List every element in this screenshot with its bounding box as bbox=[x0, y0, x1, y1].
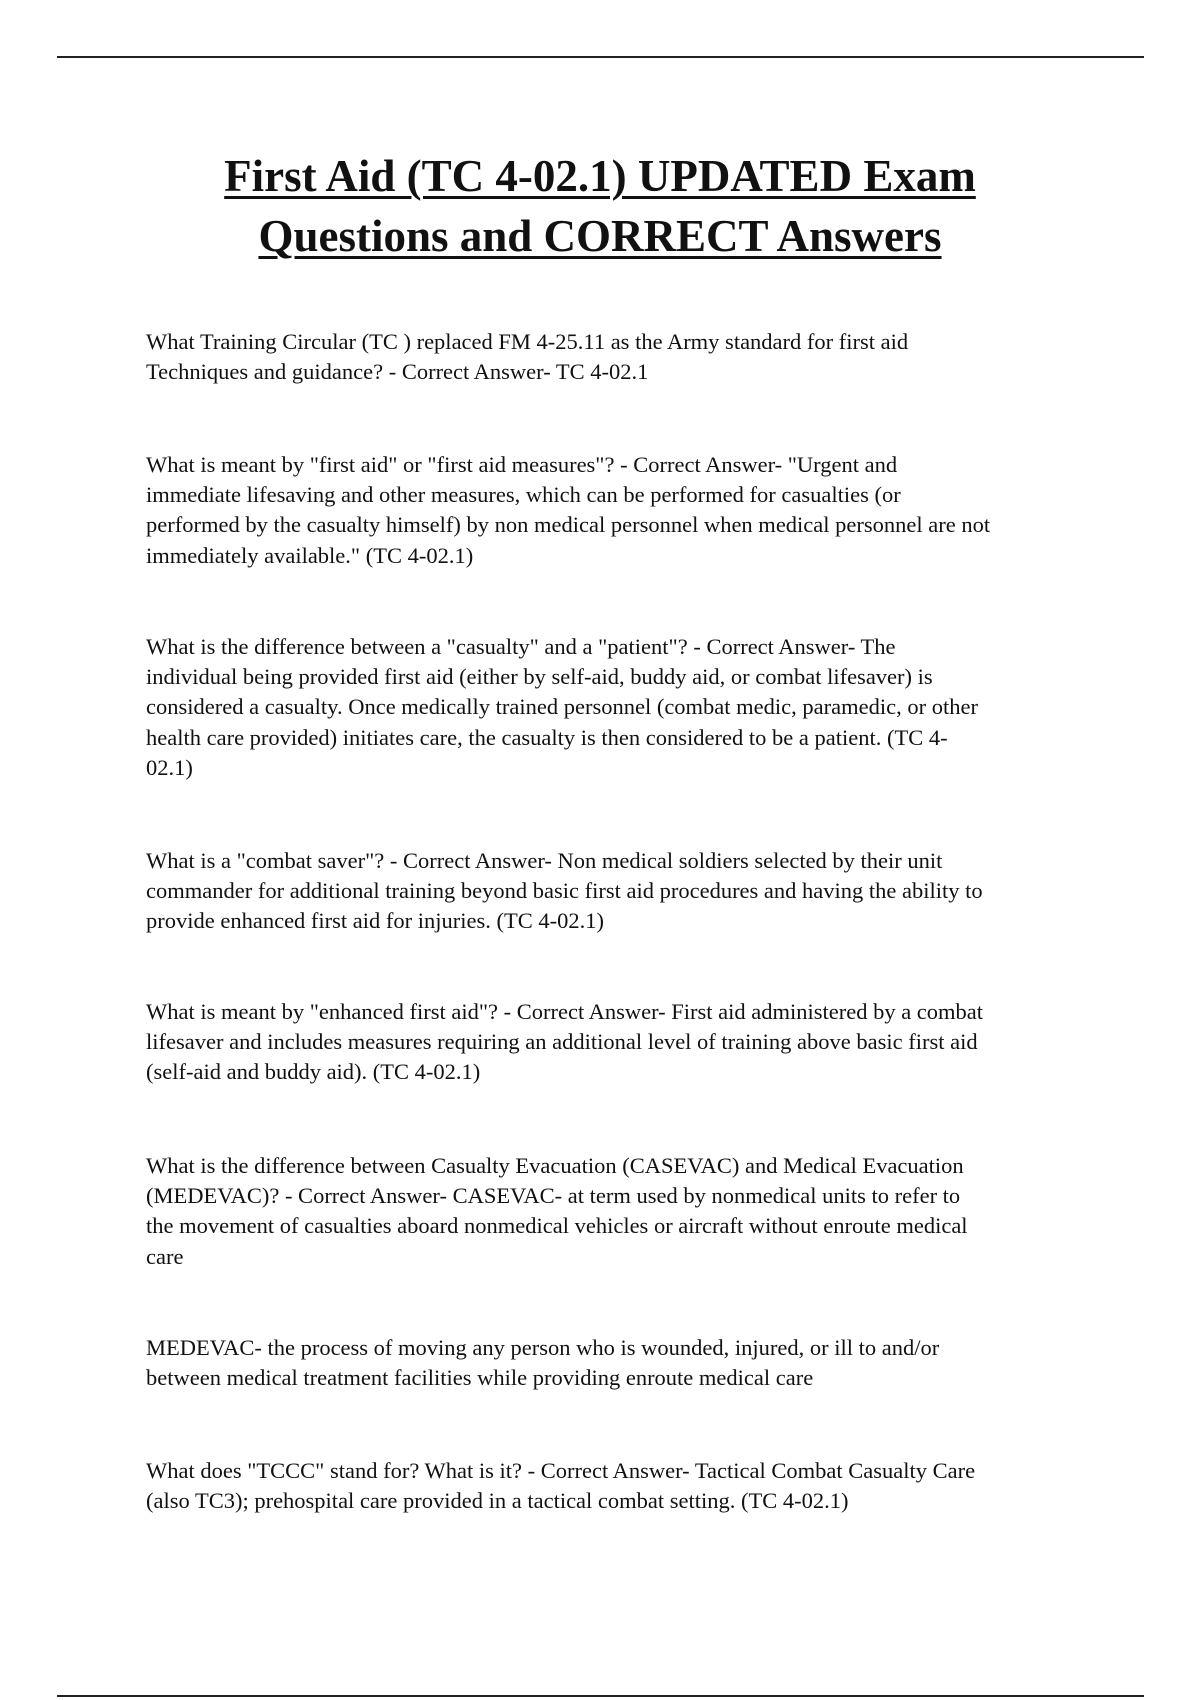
qa-entry-8 bbox=[146, 1456, 1076, 1516]
entry-line: (self-aid and buddy aid). (TC 4-02.1) bbox=[146, 1059, 481, 1085]
document-title-line-1: First Aid (TC 4-02.1) UPDATED Exam bbox=[224, 151, 976, 201]
entry-line: commander for additional training beyond basic first aid procedures and having the ability to bbox=[146, 878, 983, 904]
entry-line: What is a "combat saver"? - Correct Answer- Non medical soldiers selected by their unit bbox=[146, 848, 943, 873]
bottom-divider bbox=[57, 1695, 1144, 1697]
entry-line: considered a casualty. Once medically trained personnel (combat medic, paramedic, or other bbox=[146, 694, 978, 720]
entry-line: provide enhanced first aid for injuries. (TC 4-02.1) bbox=[146, 908, 604, 934]
qa-entry-5 bbox=[146, 997, 1076, 1088]
entry-line: What is the difference between Casualty Evacuation (CASEVAC) and Medical Evacuation bbox=[146, 1153, 964, 1178]
entry-line: What is the difference between a "casualty" and a "patient"? - Correct Answer- The bbox=[146, 634, 896, 659]
entry-line: individual being provided first aid (either by self-aid, buddy aid, or combat lifesaver) is bbox=[146, 664, 933, 690]
qa-entry-6 bbox=[146, 1151, 1076, 1272]
entry-line: Techniques and guidance? - Correct Answer- TC 4-02.1 bbox=[146, 359, 649, 385]
qa-entry-2 bbox=[146, 450, 1076, 571]
entry-line: between medical treatment facilities while providing enroute medical care bbox=[146, 1365, 814, 1391]
entry-line: care bbox=[146, 1243, 184, 1269]
entry-line: 02.1) bbox=[146, 754, 193, 780]
qa-entry-4 bbox=[146, 846, 1076, 937]
qa-entry-3 bbox=[146, 632, 1076, 783]
document-title bbox=[100, 146, 1100, 266]
entry-line: immediately available." (TC 4-02.1) bbox=[146, 542, 474, 568]
top-divider bbox=[57, 56, 1144, 58]
entry-line: MEDEVAC- the process of moving any person who is wounded, injured, or ill to and/or bbox=[146, 1335, 940, 1360]
entry-line: health care provided) initiates care, the casualty is then considered to be a patient. (TC 4- bbox=[146, 724, 948, 750]
entry-line: What does "TCCC" stand for? What is it? - Correct Answer- Tactical Combat Casualty Care bbox=[146, 1458, 976, 1483]
qa-entry-1 bbox=[146, 327, 1076, 387]
qa-entry-7 bbox=[146, 1333, 1076, 1393]
entry-line: performed by the casualty himself) by non medical personnel when medical personnel are not bbox=[146, 512, 991, 538]
entry-line: What is meant by "enhanced first aid"? - Correct Answer- First aid administered by a combat bbox=[146, 999, 984, 1024]
entry-line: the movement of casualties aboard nonmedical vehicles or aircraft without enroute medical bbox=[146, 1213, 968, 1239]
entry-line: (MEDEVAC)? - Correct Answer- CASEVAC- at term used by nonmedical units to refer to bbox=[146, 1183, 961, 1209]
entry-line: What Training Circular (TC ) replaced FM 4-25.11 as the Army standard for first aid bbox=[146, 329, 909, 354]
entry-line: lifesaver and includes measures requiring an additional level of training above basic first aid bbox=[146, 1029, 978, 1055]
entry-line: immediate lifesaving and other measures, which can be performed for casualties (or bbox=[146, 482, 901, 508]
entry-line: What is meant by "first aid" or "first aid measures"? - Correct Answer- "Urgent and bbox=[146, 452, 898, 477]
entry-line: (also TC3); prehospital care provided in a tactical combat setting. (TC 4-02.1) bbox=[146, 1488, 849, 1514]
document-title-line-2: Questions and CORRECT Answers bbox=[258, 211, 942, 261]
